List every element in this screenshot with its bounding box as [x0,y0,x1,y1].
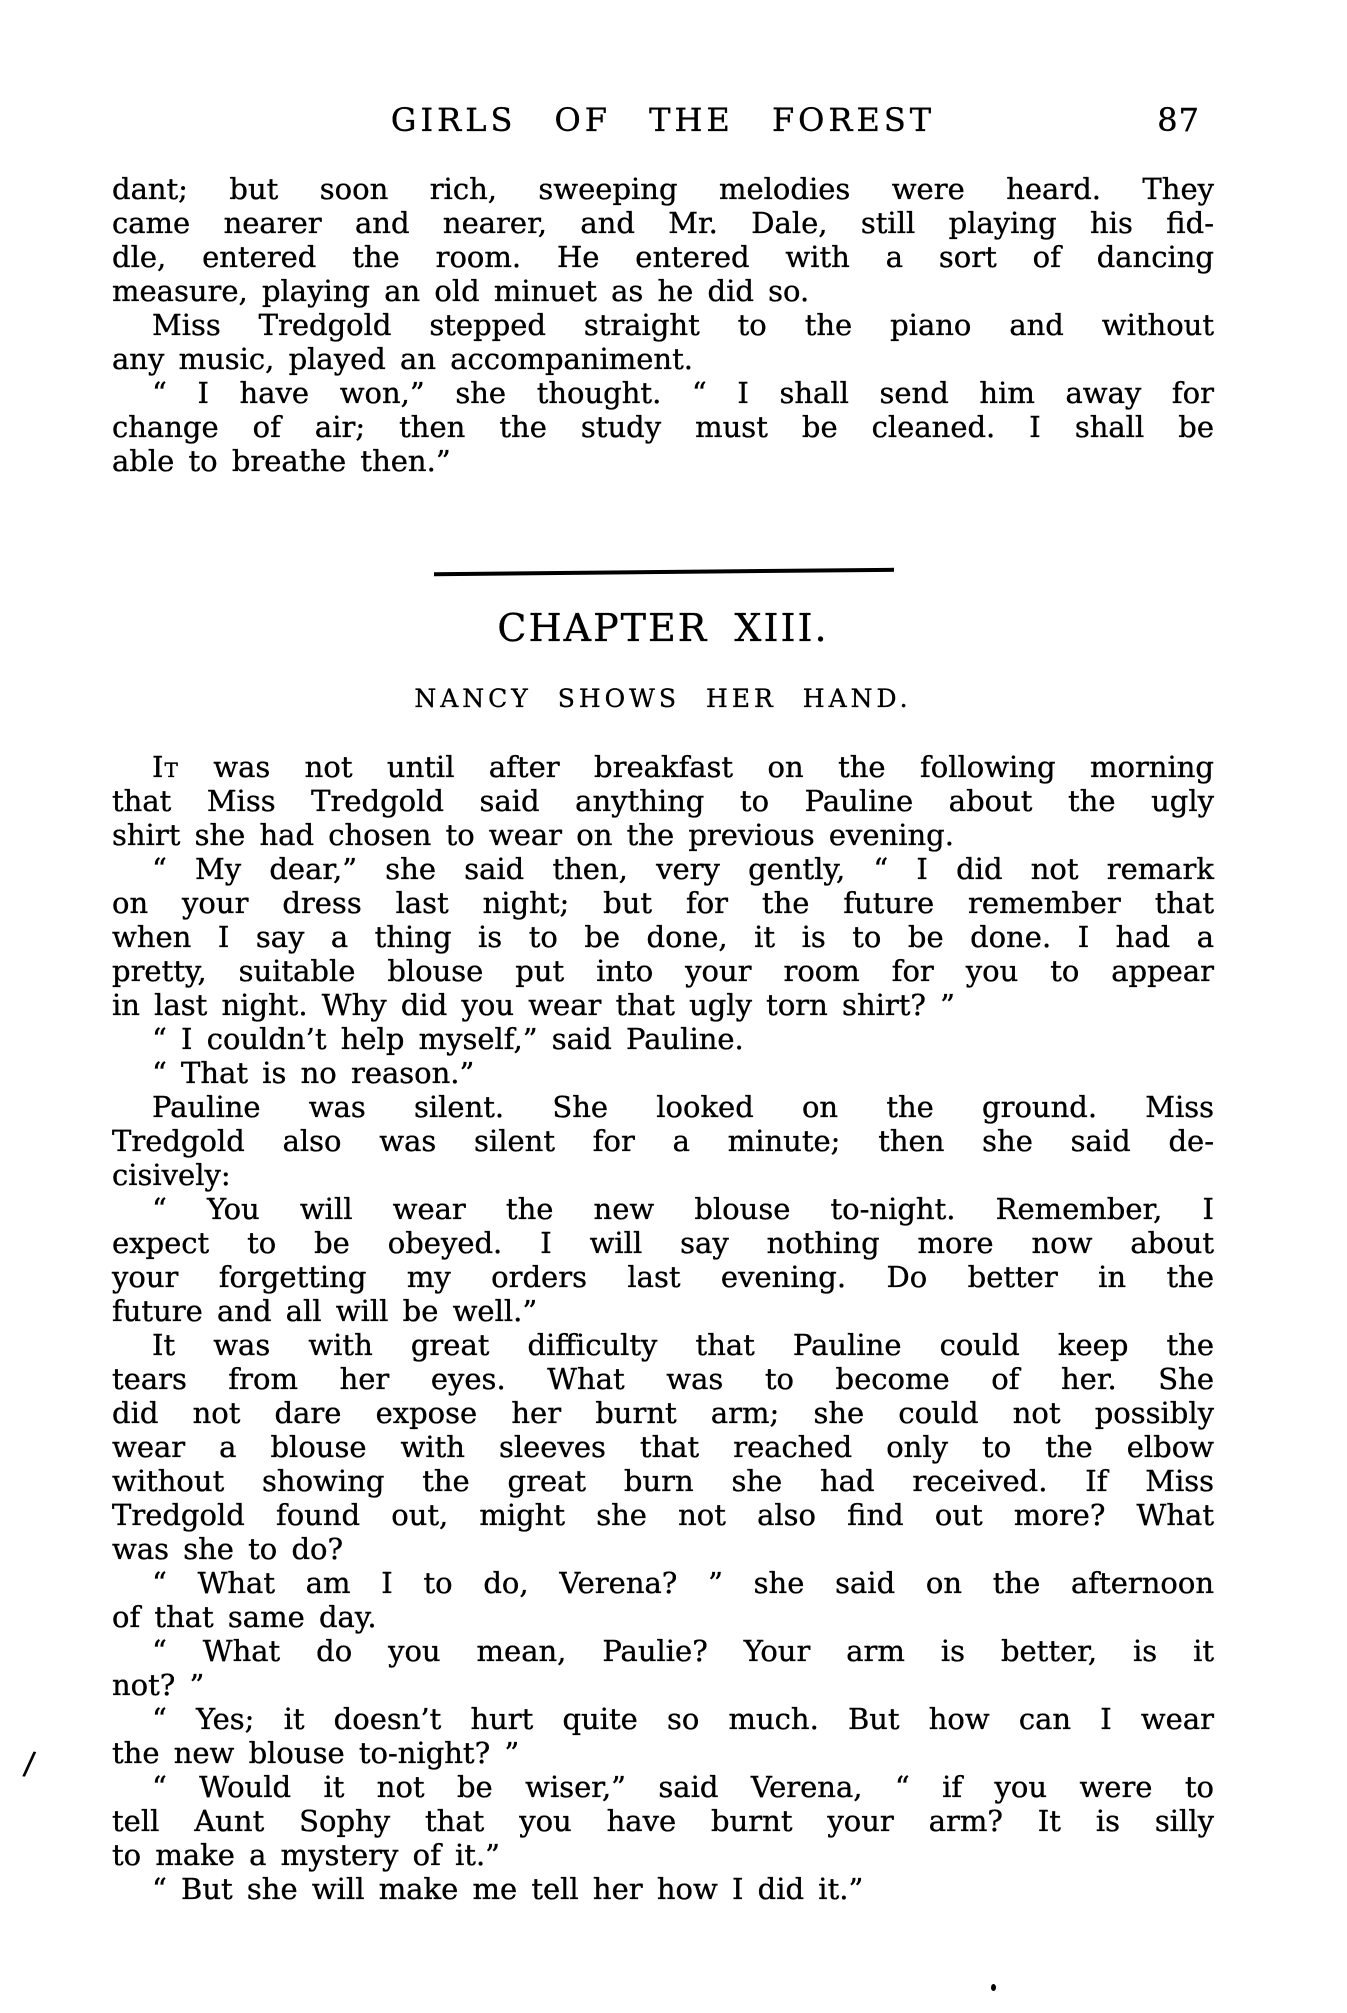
text-line: “ I couldn’t help myself,” said Pauline. [152,1022,744,1056]
text-line: measure, playing an old minuet as he did so. [112,274,810,308]
text-line: “ Would it not be wiser,” said Verena, “ if you were to [152,1770,1214,1804]
text-line: was she to do? [112,1532,344,1566]
text-line: pretty, suitable blouse put into your room for you to appear [112,954,1214,988]
lead-line-rest: was not until after breakfast on the following morning [213,750,1215,784]
section-divider-rule [434,568,894,576]
running-header [112,100,1214,140]
text-line: wear a blouse with sleeves that reached only to the elbow [112,1430,1214,1464]
text-line: did not dare expose her burnt arm; she could not possibly [112,1396,1214,1430]
chapter-subtitle: NANCY SHOWS HER HAND. [414,684,912,713]
text-line: “ My dear,” she said then, very gently, “ I did not remark [152,852,1214,886]
page-title: GIRLS OF THE FOREST [390,101,936,139]
text-line: shirt she had chosen to wear on the previous evening. [112,818,954,852]
text-line: It was with great difficulty that Pauline could keep the [152,1328,1214,1362]
lead-word: It [152,750,179,784]
chapter-heading: CHAPTER XIII. [497,606,829,650]
text-line: expect to be obeyed. I will say nothing more now about [112,1226,1214,1260]
text-line [112,750,1214,784]
text-line: change of air; then the study must be cleaned. I shall be [112,410,1214,444]
text-line: dant; but soon rich, sweeping melodies were heard. They [112,172,1214,206]
text-line: Tredgold also was silent for a minute; then she said de- [112,1124,1214,1158]
text-line: the new blouse to-night? ” [112,1736,520,1770]
text-line: cisively: [112,1158,231,1192]
text-line: tears from her eyes. What was to become of her. She [112,1362,1214,1396]
text-line: your forgetting my orders last evening. Do better in the [112,1260,1214,1294]
text-line: that Miss Tredgold said anything to Pauline about the ugly [112,784,1214,818]
text-line: future and all will be well.” [112,1294,538,1328]
text-line: “ What do you mean, Paulie? Your arm is better, is it [152,1634,1214,1668]
chapter-end-paragraphs [112,172,1214,478]
text-line: without showing the great burn she had received. If Miss [112,1464,1214,1498]
text-line: when I say a thing is to be done, it is to be done. I had a [112,920,1214,954]
text-line: to make a mystery of it.” [112,1838,501,1872]
text-line: tell Aunt Sophy that you have burnt your arm? It is silly [112,1804,1214,1838]
text-line: Miss Tredgold stepped straight to the piano and without [152,308,1214,342]
text-line: not? ” [112,1668,205,1702]
text-line: “ But she will make me tell her how I did it.” [152,1872,864,1906]
scan-artifact-slash: / [21,1745,37,1783]
text-line: “ What am I to do, Verena? ” she said on the afternoon [152,1566,1214,1600]
text-line: dle, entered the room. He entered with a sort of dancing [112,240,1214,274]
text-line: “ Yes; it doesn’t hurt quite so much. But how can I wear [152,1702,1214,1736]
text-line: of that same day. [112,1600,377,1634]
text-line: Pauline was silent. She looked on the ground. Miss [152,1090,1214,1124]
chapter-body [112,750,1214,1906]
text-line: “ You will wear the new blouse to-night. Remember, I [152,1192,1214,1226]
text-line: on your dress last night; but for the future remember that [112,886,1214,920]
text-line: able to breathe then.” [112,444,451,478]
text-line: “ That is no reason.” [152,1056,475,1090]
text-line: any music, played an accompaniment. [112,342,693,376]
text-line: in last night. Why did you wear that ugly torn shirt? ” [112,988,955,1022]
text-line: came nearer and nearer, and Mr. Dale, still playing his fid- [112,206,1214,240]
text-line: “ I have won,” she thought. “ I shall send him away for [152,376,1214,410]
scan-artifact-speck [991,1984,996,1991]
text-line: Tredgold found out, might she not also find out more? What [112,1498,1214,1532]
page-number: 87 [1157,101,1200,139]
